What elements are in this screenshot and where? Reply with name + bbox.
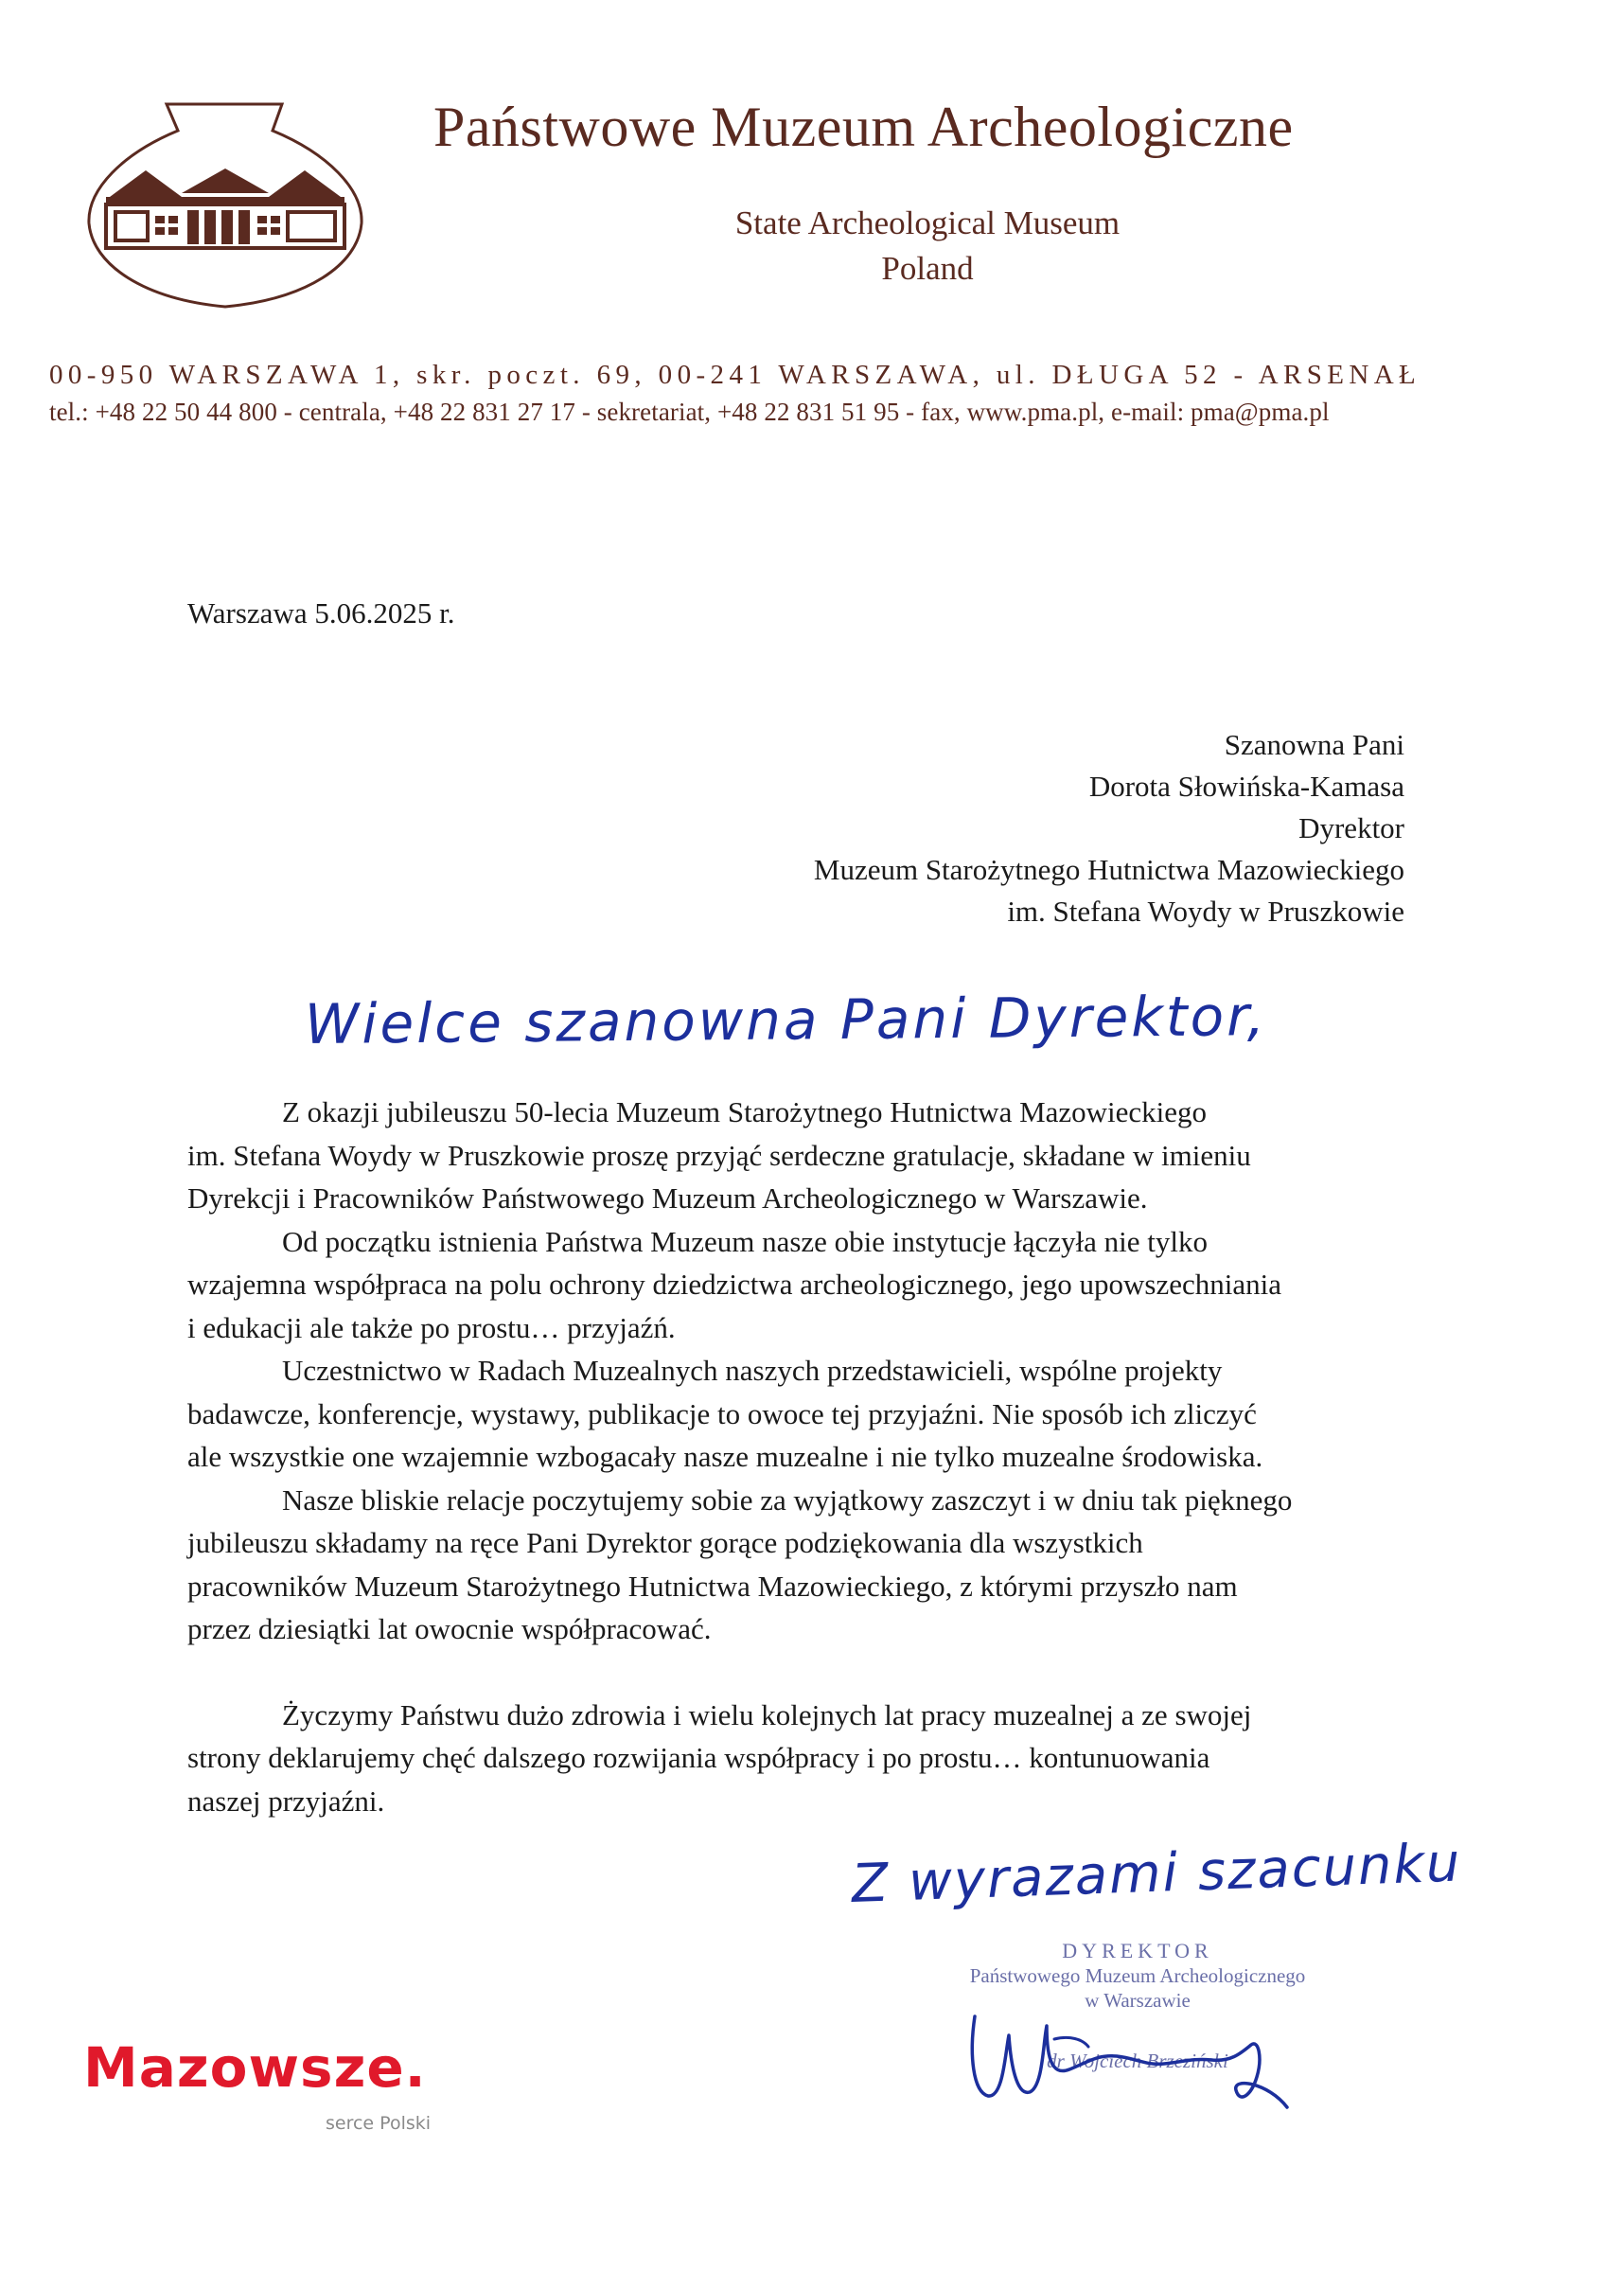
museum-address: 00-950 WARSZAWA 1, skr. poczt. 69, 00-241 WARSZAWA, ul. DŁUGA 52 - ARSENAŁ xyxy=(49,360,1421,390)
letter-date: Warszawa 5.06.2025 r. xyxy=(187,596,455,630)
paragraph-line: Z okazji jubileuszu 50-lecia Muzeum Starożytnego Hutnictwa Mazowieckiego xyxy=(282,1095,1208,1128)
paragraph-line: badawcze, konferencje, wystawy, publikacje to owoce tej przyjaźni. Nie sposób ich zliczyć xyxy=(187,1396,1257,1430)
paragraph-spacer xyxy=(187,1651,1437,1694)
recipient-block xyxy=(553,724,1404,932)
letter-body xyxy=(187,1091,1437,1822)
museum-country: Poland xyxy=(881,250,974,287)
paragraph-line: przez dziesiątki lat owocnie współpracować. xyxy=(187,1612,712,1645)
paragraph-line: pracowników Muzeum Starożytnego Hutnictwa Mazowieckiego, z którymi przyszło nam xyxy=(187,1569,1238,1603)
stamp-title: DYREKTOR xyxy=(1062,1939,1213,1962)
paragraph-line: jubileuszu składamy na ręce Pani Dyrektor gorące podziękowania dla wszystkich xyxy=(187,1526,1143,1559)
museum-contact: tel.: +48 22 50 44 800 - centrala, +48 22 831 27 17 - sekretariat, +48 22 831 51 95 - fax, www.pma.pl, e-mail: pma@pma.pl xyxy=(49,398,1330,426)
recipient-salutation: Szanowna Pani xyxy=(1224,728,1404,761)
paragraph-line: Życzymy Państwu dużo zdrowia i wielu kolejnych lat pracy muzealnej a ze swojej xyxy=(282,1697,1252,1731)
paragraph-line: im. Stefana Woydy w Pruszkowie proszę przyjąć serdeczne gratulacje, składane w imieniu xyxy=(187,1138,1251,1172)
handwritten-closing: Z wyrazami szacunku xyxy=(850,1832,1463,1915)
museum-subtitle-en: State Archeological Museum xyxy=(734,204,1121,241)
museum-subtitle xyxy=(662,201,1192,292)
paragraph-line: ale wszystkie one wzajemnie wzbogacały nasze muzealne i nie tylko muzealne środowiska. xyxy=(187,1440,1263,1473)
stamp-name: dr Wojciech Brzeziński xyxy=(1047,2050,1228,2072)
paragraph-line: Od początku istnienia Państwa Muzeum nasze obie instytucje łączyła nie tylko xyxy=(282,1224,1208,1258)
paragraph-line: naszej przyjaźni. xyxy=(187,1784,385,1818)
paragraph-4 xyxy=(187,1479,1437,1651)
stamp-line2: w Warszawie xyxy=(1085,1989,1191,2012)
paragraph-line: wzajemna współpraca na polu ochrony dziedzictwa archeologicznego, jego upowszechniania xyxy=(187,1268,1281,1301)
handwritten-salutation: Wielce szanowna Pani Dyrektor, xyxy=(304,984,1268,1056)
paragraph-line: Nasze bliskie relacje poczytujemy sobie za wyjątkowy zaszczyt i w dniu tak pięknego xyxy=(282,1482,1293,1517)
paragraph-line: Uczestnictwo w Radach Muzealnych naszych przedstawicieli, wspólne projekty xyxy=(282,1354,1223,1387)
museum-logo-icon xyxy=(83,98,367,312)
paragraph-line: strony deklarujemy chęć dalszego rozwijania współpracy i po prostu… kontunuowania xyxy=(187,1741,1210,1774)
museum-name: Państwowe Muzeum Archeologiczne xyxy=(433,96,1294,158)
recipient-name: Dorota Słowińska-Kamasa xyxy=(1088,770,1404,803)
mazowsze-logo: Mazowsze. xyxy=(83,2035,427,2100)
paragraph-5 xyxy=(187,1694,1437,1823)
paragraph-2 xyxy=(187,1220,1437,1350)
signature-icon xyxy=(956,1997,1315,2111)
recipient-institution: Muzeum Starożytnego Hutnictwa Mazowieckiego xyxy=(813,853,1404,886)
paragraph-1 xyxy=(187,1091,1437,1220)
paragraph-3 xyxy=(187,1349,1437,1479)
recipient-institution-line2: im. Stefana Woydy w Pruszkowie xyxy=(1007,895,1404,928)
mazowsze-tagline: serce Polski xyxy=(326,2113,432,2134)
paragraph-line: i edukacji ale także po prostu… przyjaźń. xyxy=(187,1310,676,1344)
recipient-title: Dyrektor xyxy=(1298,811,1404,844)
stamp-line1: Państwowego Muzeum Archeologicznego xyxy=(969,1964,1306,1987)
paragraph-line: Dyrekcji i Pracowników Państwowego Muzeum Archeologicznego w Warszawie. xyxy=(187,1181,1148,1215)
